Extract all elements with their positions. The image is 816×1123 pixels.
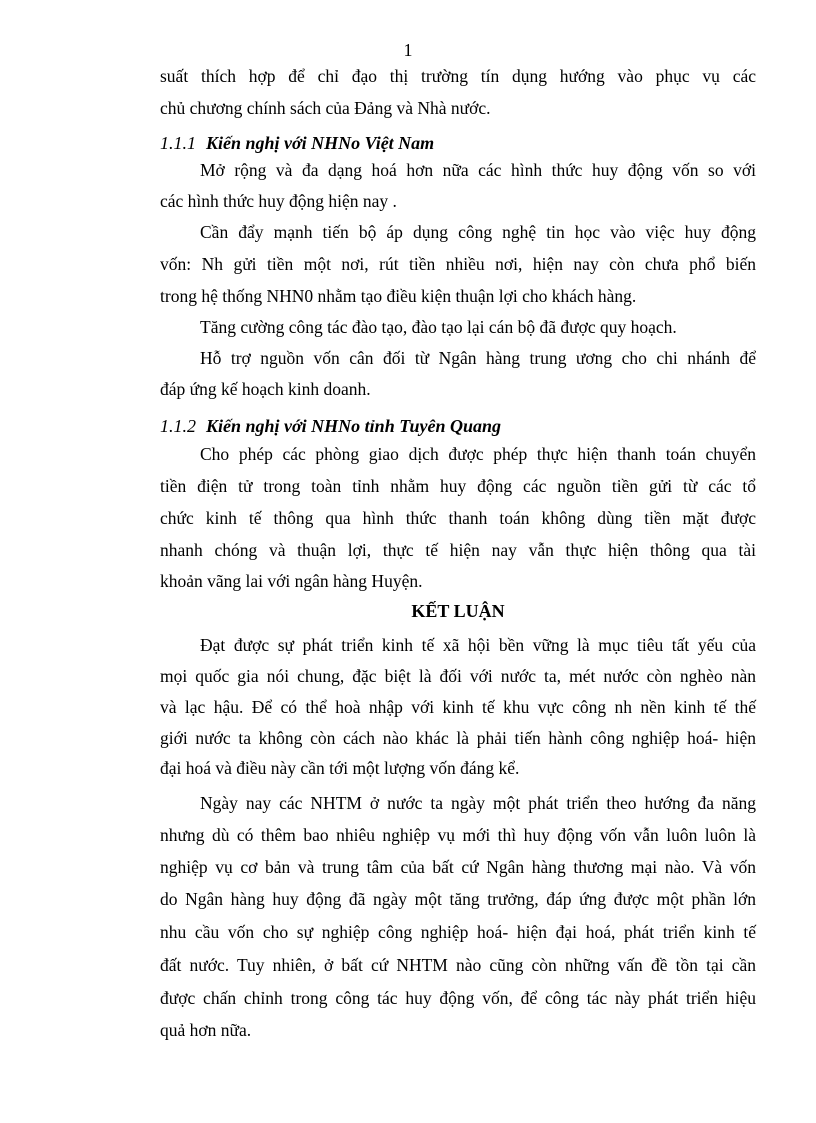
heading-number: 1.1.1	[160, 133, 196, 153]
section-heading-1-1-2	[160, 414, 501, 438]
text-line: nghiệp vụ cơ bản và trung tâm của bất cứ Ngân hàng thương mại nào. Và vốn	[160, 857, 756, 877]
text-line: nhưng dù có thêm bao nhiêu nghiệp vụ mới thì huy động vốn vẫn luôn luôn là	[160, 825, 756, 845]
text-line: đáp ứng kế hoạch kinh doanh.	[160, 379, 371, 399]
text-line: Mở rộng và đa dạng hoá hơn nữa các hình thức huy động vốn so với	[200, 160, 756, 180]
text-line: trong hệ thống NHN0 nhằm tạo điều kiện thuận lợi cho khách hàng.	[160, 286, 637, 306]
text-line: nhanh chóng và thuận lợi, thực tế hiện nay vẫn thực hiện thông qua tài	[160, 540, 756, 560]
text-line: quả hơn nữa.	[160, 1020, 252, 1040]
text-line: Cho phép các phòng giao dịch được phép thực hiện thanh toán chuyển	[200, 444, 756, 464]
text-line: suất thích hợp để chỉ đạo thị trường tín dụng hướng vào phục vụ các	[160, 66, 756, 86]
text-line: Đạt được sự phát triển kinh tế xã hội bền vững là mục tiêu tất yếu của	[200, 635, 756, 655]
heading-number: 1.1.2	[160, 416, 196, 436]
text-line: chức kinh tế thông qua hình thức thanh toán không dùng tiền mặt được	[160, 508, 756, 528]
text-line: nhu cầu vốn cho sự nghiệp công nghiệp hoá- hiện đại hoá, phát triển kinh tế	[160, 922, 756, 942]
text-line: Ngày nay các NHTM ở nước ta ngày một phát triển theo hướng đa năng	[200, 793, 756, 813]
heading-title: Kiến nghị với NHNo Việt Nam	[206, 133, 435, 153]
text-line: vốn: Nh gửi tiền một nơi, rút tiền nhiều nơi, hiện nay còn chưa phổ biến	[160, 254, 756, 274]
text-line: mọi quốc gia nói chung, đặc biệt là đối với nước ta, mét nước còn nghèo nàn	[160, 666, 756, 686]
heading-title: Kiến nghị với NHNo tỉnh Tuyên Quang	[206, 416, 502, 436]
text-line: Cần đẩy mạnh tiến bộ áp dụng công nghệ tin học vào việc huy động	[200, 222, 756, 242]
page-number: 1	[403, 40, 413, 60]
text-line: đất nước. Tuy nhiên, ở bất cứ NHTM nào cũng còn những vấn đề tồn tại cần	[160, 955, 756, 975]
section-heading-1-1-1	[160, 131, 434, 155]
text-line: Hỗ trợ nguồn vốn cân đối từ Ngân hàng trung ương cho chi nhánh để	[200, 348, 756, 368]
text-line: và lạc hậu. Để có thể hoà nhập với kinh tế khu vực công nh nền kinh tế thế	[160, 697, 756, 717]
text-line: khoản vãng lai với ngân hàng Huyện.	[160, 571, 423, 591]
paragraph: Tăng cường công tác đào tạo, đào tạo lại cán bộ đã được quy hoạch.	[200, 317, 677, 337]
text-line: do Ngân hàng huy động đã ngày một tăng trưởng, đáp ứng được một phần lớn	[160, 889, 756, 909]
text-line: được chấn chỉnh trong công tác huy động vốn, để công tác này phát triển hiệu	[160, 988, 756, 1008]
text-line: giới nước ta không còn cách nào khác là phải tiến hành công nghiệp hoá- hiện	[160, 728, 756, 748]
text-line: chủ chương chính sách của Đảng và Nhà nước.	[160, 98, 491, 118]
conclusion-title: KẾT LUẬN	[411, 601, 505, 621]
text-line: đại hoá và điều này cần tới một lượng vốn đáng kể.	[160, 758, 520, 778]
text-line: các hình thức huy động hiện nay .	[160, 191, 397, 211]
text-line: tiền điện tử trong toàn tỉnh nhằm huy động các nguồn tiền gửi từ các tổ	[160, 476, 756, 496]
